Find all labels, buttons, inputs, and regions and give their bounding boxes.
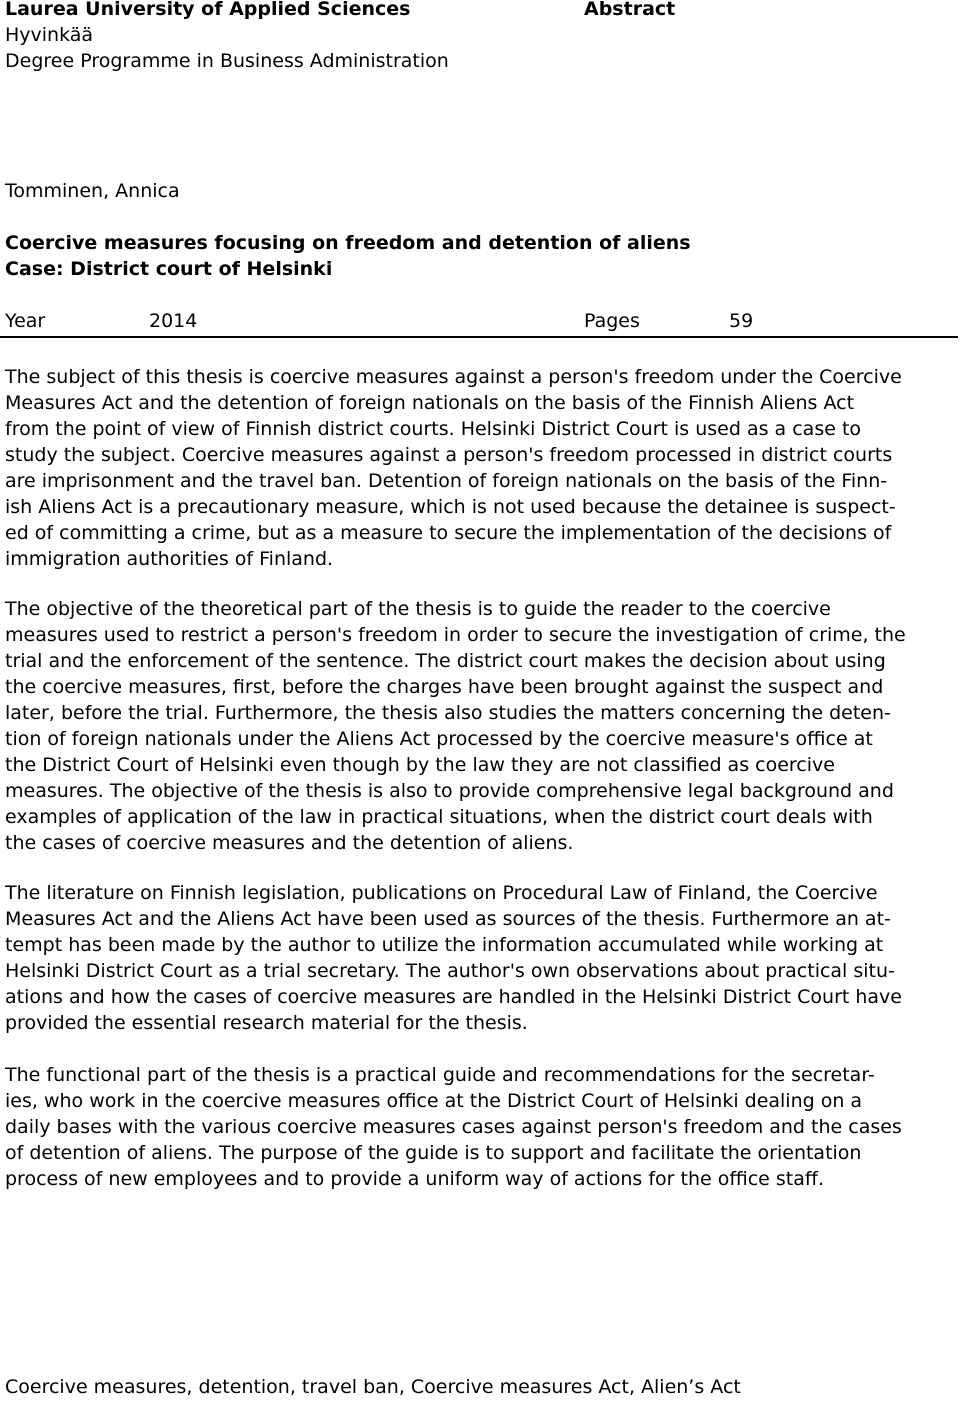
- meta-divider: [0, 336, 958, 338]
- text-line: measures. The objective of the thesis is also to provide comprehensive legal background and: [5, 780, 894, 802]
- abstract-paragraph-1: [5, 364, 902, 572]
- abstract-label: Abstract: [584, 0, 676, 20]
- text-line: The subject of this thesis is coercive measures against a person's freedom under the Coercive: [5, 366, 902, 388]
- text-line: daily bases with the various coercive measures cases against person's freedom and the cases: [5, 1116, 902, 1138]
- text-line: The functional part of the thesis is a practical guide and recommendations for the secretar-: [5, 1064, 875, 1086]
- text-line: later, before the trial. Furthermore, the thesis also studies the matters concerning the deten-: [5, 702, 891, 724]
- campus-name: Hyvinkää: [5, 24, 94, 46]
- abstract-paragraph-4: [5, 1062, 902, 1192]
- text-line: trial and the enforcement of the sentence. The district court makes the decision about using: [5, 650, 886, 672]
- university-name: Laurea University of Applied Sciences: [5, 0, 411, 20]
- text-line: Measures Act and the detention of foreign nationals on the basis of the Finnish Aliens Act: [5, 392, 855, 414]
- text-line: ish Aliens Act is a precautionary measure, which is not used because the detainee is suspect-: [5, 496, 896, 518]
- text-line: tion of foreign nationals under the Aliens Act processed by the coercive measure's office at: [5, 728, 873, 750]
- text-line: immigration authorities of Finland.: [5, 548, 334, 570]
- text-line: from the point of view of Finnish district courts. Helsinki District Court is used as a case to: [5, 418, 862, 440]
- text-line: The objective of the theoretical part of the thesis is to guide the reader to the coercive: [5, 598, 831, 620]
- text-line: The literature on Finnish legislation, publications on Procedural Law of Finland, the Coercive: [5, 882, 878, 904]
- text-line: measures used to restrict a person's freedom in order to secure the investigation of crime, the: [5, 624, 906, 646]
- abstract-paragraph-3: [5, 880, 902, 1036]
- pages-value: 59: [729, 310, 754, 332]
- text-line: Helsinki District Court as a trial secretary. The author's own observations about practical situ-: [5, 960, 895, 982]
- year-label: Year: [5, 310, 46, 332]
- text-line: are imprisonment and the travel ban. Detention of foreign nationals on the basis of the Finn-: [5, 470, 888, 492]
- text-line: process of new employees and to provide a uniform way of actions for the office staff.: [5, 1168, 825, 1190]
- text-line: provided the essential research material for the thesis.: [5, 1012, 528, 1034]
- text-line: ed of committing a crime, but as a measure to secure the implementation of the decisions of: [5, 522, 892, 544]
- keywords: Coercive measures, detention, travel ban, Coercive measures Act, Alien’s Act: [5, 1376, 741, 1398]
- text-line: examples of application of the law in practical situations, when the district court deals with: [5, 806, 873, 828]
- text-line: the cases of coercive measures and the detention of aliens.: [5, 832, 574, 854]
- degree-programme: Degree Programme in Business Administration: [5, 50, 449, 72]
- text-line: the District Court of Helsinki even though by the law they are not classified as coercive: [5, 754, 835, 776]
- text-line: the coercive measures, first, before the charges have been brought against the suspect and: [5, 676, 884, 698]
- thesis-title: Coercive measures focusing on freedom and detention of aliens: [5, 232, 691, 254]
- text-line: ations and how the cases of coercive measures are handled in the Helsinki District Court have: [5, 986, 902, 1008]
- thesis-subtitle: Case: District court of Helsinki: [5, 258, 333, 280]
- abstract-paragraph-2: [5, 596, 906, 856]
- year-value: 2014: [149, 310, 198, 332]
- text-line: study the subject. Coercive measures against a person's freedom processed in district courts: [5, 444, 893, 466]
- text-line: tempt has been made by the author to utilize the information accumulated while working at: [5, 934, 884, 956]
- author-name: Tomminen, Annica: [5, 180, 180, 202]
- text-line: of detention of aliens. The purpose of the guide is to support and facilitate the orientation: [5, 1142, 862, 1164]
- text-line: Measures Act and the Aliens Act have been used as sources of the thesis. Furthermore an at-: [5, 908, 891, 930]
- text-line: ies, who work in the coercive measures office at the District Court of Helsinki dealing on a: [5, 1090, 863, 1112]
- pages-label: Pages: [584, 310, 640, 332]
